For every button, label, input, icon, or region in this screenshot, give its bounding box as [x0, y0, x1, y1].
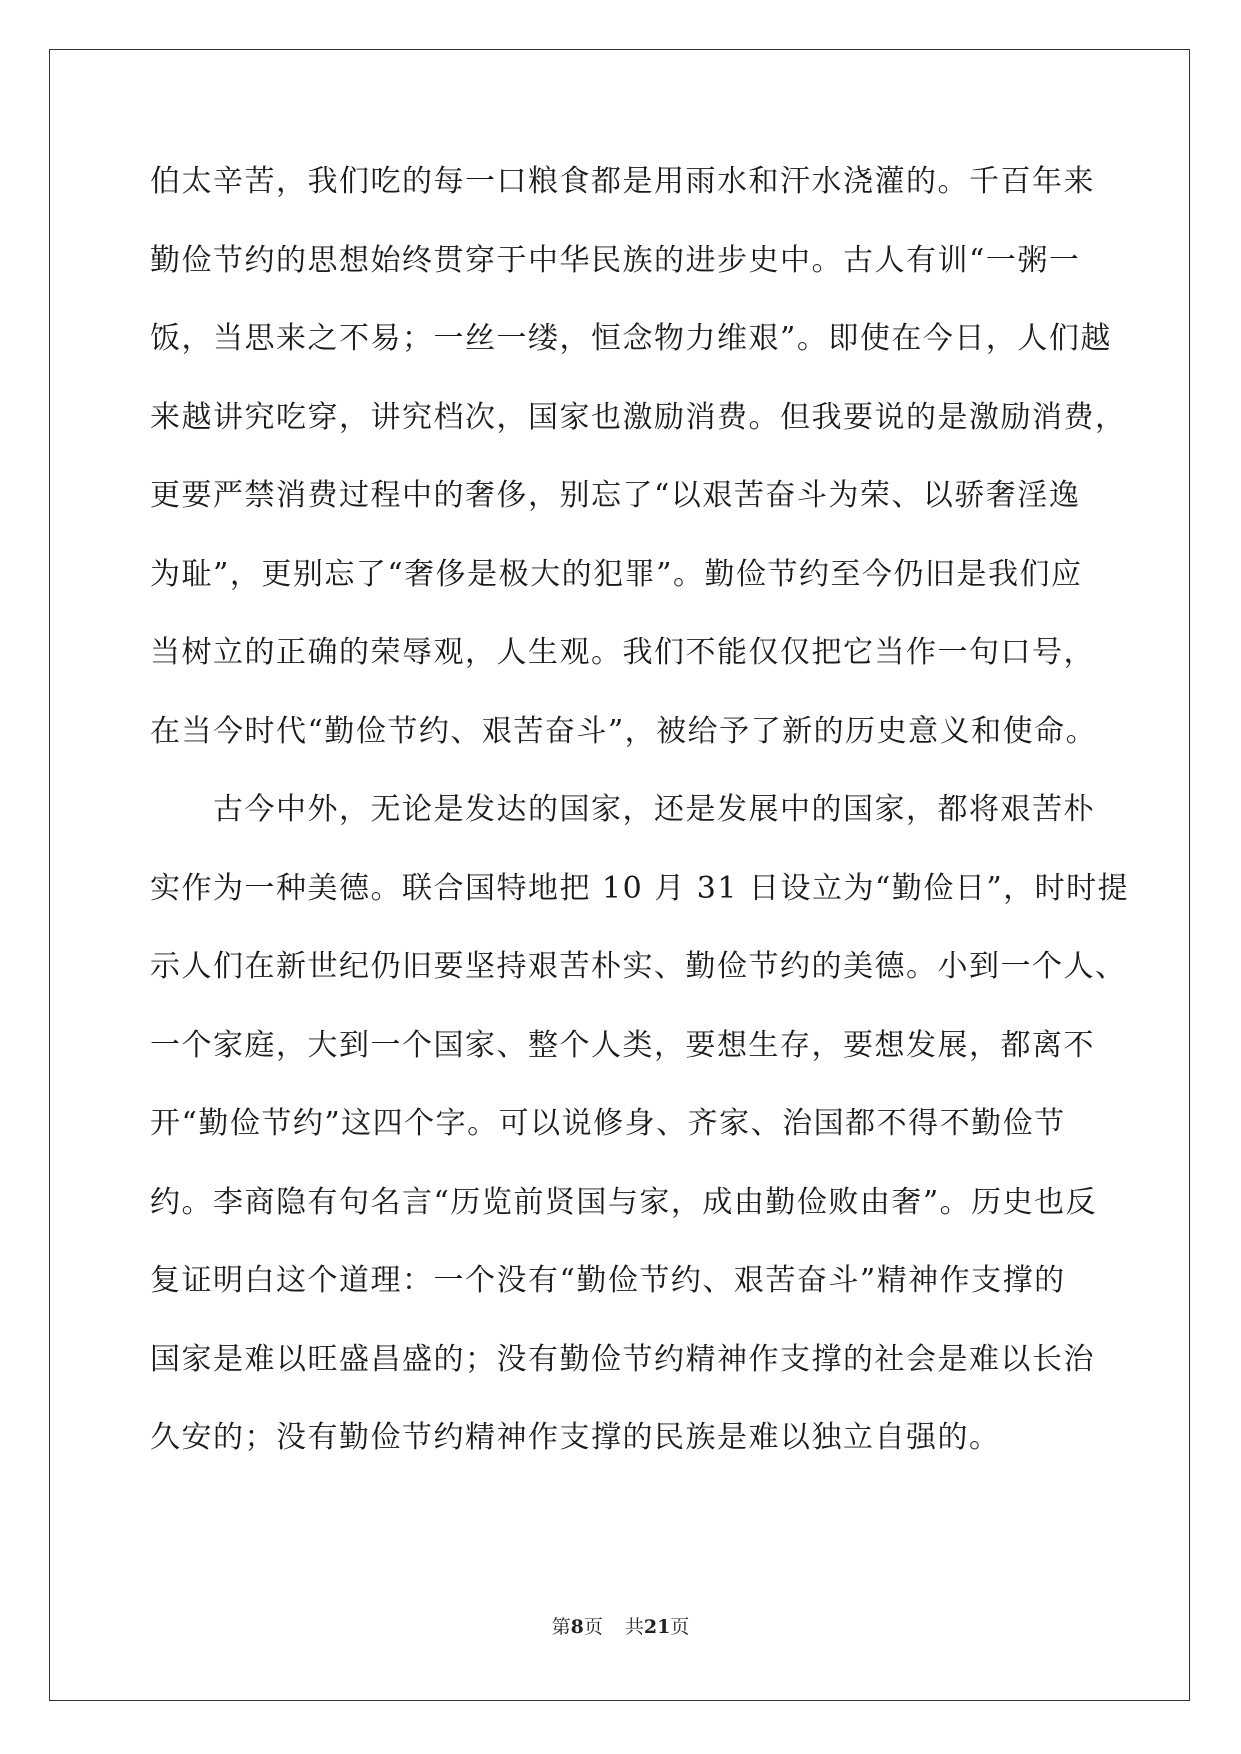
- document-body: [150, 162, 1130, 1497]
- text-line-13: 开“勤俭节约”这四个字。可以说修身、齐家、治国都不得不勤俭节: [150, 1106, 1066, 1141]
- text-line-14: 约。李商隐有句名言“历览前贤国与家，成由勤俭败由奢”。历史也反: [150, 1184, 1098, 1220]
- current-page-number: 8: [570, 1616, 584, 1638]
- text-line-15: 复证明白这个道理：一个没有“勤俭节约、艰苦奋斗”精神作支撑的: [150, 1263, 1066, 1298]
- text-line-9: 古今中外，无论是发达的国家，还是发展中的国家，都将艰苦朴: [150, 792, 1095, 827]
- total-prefix: 共: [624, 1616, 644, 1638]
- text-line-2: 勤俭节约的思想始终贯穿于中华民族的进步史中。古人有训“一粥一: [150, 242, 1081, 278]
- page-prefix: 第: [551, 1616, 571, 1638]
- text-line-12: 一个家庭，大到一个国家、整个人类，要想生存，要想发展，都离不: [150, 1027, 1095, 1063]
- text-line-6: 为耻”，更别忘了“奢侈是极大的犯罪”。勤俭节约至今仍旧是我们应: [150, 556, 1083, 592]
- page-suffix: 页: [583, 1616, 603, 1638]
- text-line-8: 在当今时代“勤俭节约、艰苦奋斗”，被给予了新的历史意义和使命。: [150, 713, 1098, 749]
- total-suffix: 页: [670, 1616, 690, 1638]
- total-page-count: 21: [643, 1616, 671, 1638]
- text-line-16: 国家是难以旺盛昌盛的；没有勤俭节约精神作支撑的社会是难以长治: [150, 1341, 1095, 1377]
- text-line-10: 实作为一种美德。联合国特地把 10 月 31 日设立为“勤俭日”，时时提: [150, 870, 1130, 906]
- text-line-4: 来越讲究吃穿，讲究档次，国家也激励消费。但我要说的是激励消费，: [150, 399, 1127, 435]
- text-line-3: 饭，当思来之不易；一丝一缕，恒念物力维艰”。即使在今日，人们越: [150, 321, 1112, 356]
- page-footer: [0, 1612, 1241, 1639]
- text-line-7: 当树立的正确的荣辱观，人生观。我们不能仅仅把它当作一句口号，: [150, 635, 1095, 670]
- text-line-17: 久安的；没有勤俭节约精神作支撑的民族是难以独立自强的。: [150, 1420, 1001, 1455]
- text-line-1: 伯太辛苦，我们吃的每一口粮食都是用雨水和汗水浇灌的。千百年来: [150, 164, 1095, 199]
- text-line-11: 示人们在新世纪仍旧要坚持艰苦朴实、勤俭节约的美德。小到一个人、: [150, 949, 1127, 984]
- text-line-5: 更要严禁消费过程中的奢侈，别忘了“以艰苦奋斗为荣、以骄奢淫逸: [150, 478, 1081, 513]
